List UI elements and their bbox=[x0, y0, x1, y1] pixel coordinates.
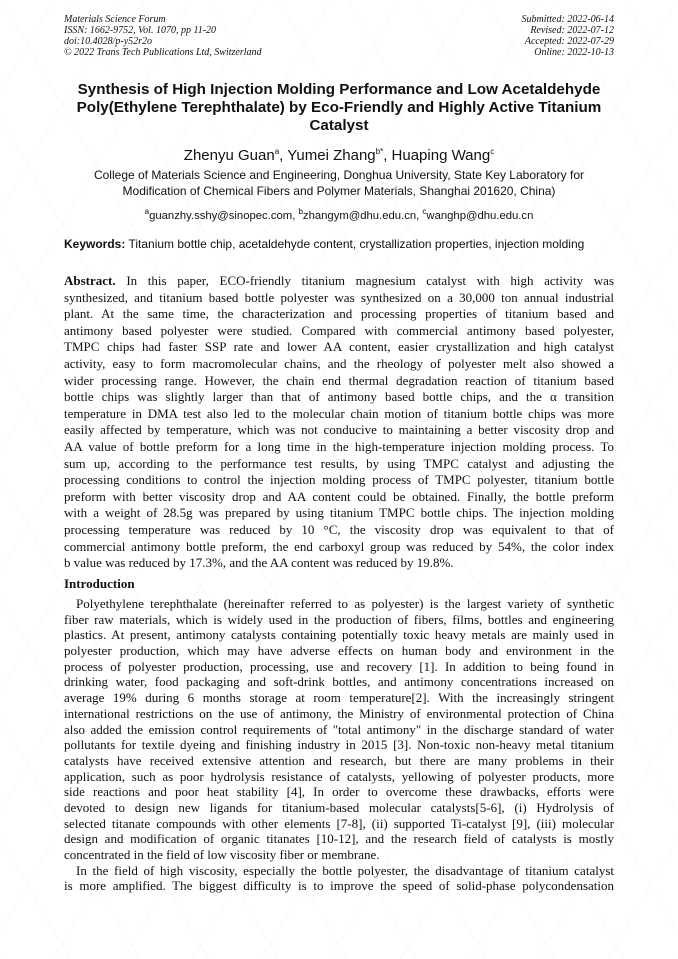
text-line: international restrictions on the use of antimony, the Ministry of environmental protection of China bbox=[64, 705, 614, 721]
text-line: side reactions and poor heat stability [4], In order to overcome these drawbacks, efforts were bbox=[64, 784, 614, 800]
text-line: fiber raw materials, which is widely used in the production of fibers, films, bottles and engineering bbox=[64, 611, 614, 627]
text-line: bottle chips was slightly larger than that of antimony based bottle chips, and the α transition bbox=[64, 389, 614, 405]
date-revised: Revised: 2022-07-12 bbox=[530, 25, 614, 36]
date-submitted: Submitted: 2022-06-14 bbox=[521, 14, 614, 25]
author-name: Yumei Zhang bbox=[287, 147, 376, 164]
date-online: Online: 2022-10-13 bbox=[534, 47, 614, 58]
text-line: average 19% during 6 months storage at room temperature[2]. With the increasingly stringent bbox=[64, 690, 614, 706]
text-line: Polyethylene terephthalate (hereinafter referred to as polyester) is the largest variety of synthetic bbox=[76, 596, 614, 611]
text-line: plant. At the same time, the characterization and processing properties of titanium based and bbox=[64, 306, 614, 322]
keywords-text: Titanium bottle chip, acetaldehyde content, crystallization properties, injection molding bbox=[128, 237, 585, 251]
text-line: activity, easy to form macromolecular chains, and the rheology of polyester melt also showed a bbox=[64, 355, 614, 371]
author-name: Huaping Wang bbox=[391, 147, 491, 164]
email-mark: b bbox=[298, 207, 303, 216]
copyright: © 2022 Trans Tech Publications Ltd, Switzerland bbox=[64, 47, 262, 58]
text-line: polyester production, which may have adverse effects on human body and environment in the bbox=[64, 643, 614, 659]
author-affil-mark: b* bbox=[375, 147, 384, 156]
author-name: Zhenyu Guan bbox=[183, 147, 275, 164]
paper-title bbox=[40, 81, 638, 135]
text-line: application, such as poor hydrolysis resistance of catalysts, yellowing of polyester products, more bbox=[64, 768, 614, 784]
text-line: b value was reduced by 17.3%, and the AA content was reduced by 19.8%. bbox=[64, 555, 454, 571]
email-mark: a bbox=[144, 207, 150, 216]
affiliation-line: College of Materials Science and Engineering, Donghua University, State Key Laboratory for bbox=[93, 168, 585, 182]
introduction-body bbox=[64, 596, 614, 894]
author-emails: $^a$guanzhy.sshy@sinopec.com, $^b$zhangym@dhu.edu.cn, $^c$wanghp@dhu.edu.cn bbox=[144, 207, 534, 222]
text-line: process of polyester production, processing, use and recovery [1]. In addition to being found in bbox=[64, 658, 614, 674]
text-line: also added the emission control requirements of "total antimony" in the discharge standard of water bbox=[64, 721, 614, 737]
email-link[interactable]: guanzhy.sshy@sinopec.com bbox=[149, 209, 293, 222]
author-affil-mark: c bbox=[490, 147, 495, 156]
author-affil-mark: a bbox=[274, 147, 280, 156]
publication-dates bbox=[522, 14, 615, 58]
title-line: Catalyst bbox=[309, 117, 369, 134]
text-line: In the field of high viscosity, especially the bottle polyester, the disadvantage of titanium catalyst bbox=[76, 862, 614, 878]
text-line: catalysts have received extensive attention and research, but there are many problems in their bbox=[64, 752, 614, 768]
issn-volume: ISSN: 1662-9752, Vol. 1070, pp 11-20 bbox=[64, 25, 217, 36]
doi[interactable]: doi:10.4028/p-y52r2o bbox=[64, 36, 153, 47]
text-line: easily affected by temperature, which was not conducive to maintaining a better viscosity drop and bbox=[64, 422, 614, 438]
abstract-text: In this paper, ECO-friendly titanium magnesium catalyst with high activity was bbox=[126, 273, 614, 288]
date-accepted: Accepted: 2022-07-29 bbox=[524, 36, 614, 47]
text-line: with a weight of 28.5g was prepared by using titanium TMPC bottle chips. The injection molding bbox=[64, 505, 614, 521]
email-link[interactable]: zhangym@dhu.edu.cn bbox=[302, 209, 417, 222]
text-line: is more amplified. The biggest difficulty is to improve the speed of solid-phase polycondensation bbox=[64, 878, 614, 894]
text-line: devoted to design new ligands for titanium-based molecular catalysts[5-6], (i) Hydrolysis of bbox=[64, 799, 614, 815]
text-line: synthesized, and titanium based bottle polyester was synthesized on a 30,000 ton annual industrial bbox=[64, 289, 614, 305]
abstract bbox=[64, 273, 614, 572]
affiliation-line: Modification of Chemical Fibers and Polymer Materials, Shanghai 201620, China) bbox=[122, 183, 556, 198]
text-line: AA value of bottle preform for a long time in the high-temperature injection molding process. To bbox=[64, 438, 614, 454]
text-line: antimony based polyester were studied. Compared with commercial antimony based polyester, bbox=[64, 322, 614, 338]
email-link[interactable]: wanghp@dhu.edu.cn bbox=[426, 209, 534, 222]
text-line: temperature in DMA test also led to the molecular chain motion of titanium bottle chips was more bbox=[64, 405, 614, 421]
text-line: drinking water, food packaging and soft-drink bottles, and antimony concentrations increased on bbox=[64, 674, 614, 690]
text-line: selected titanate compounds with other elements [7-8], (ii) supported Ti-catalyst [9], (iii) molecular bbox=[64, 815, 614, 831]
journal-name: Materials Science Forum bbox=[64, 14, 166, 25]
text-line: commercial antimony bottle preform, the end carboxyl group was reduced by 54%, the color index bbox=[64, 538, 614, 554]
text-line: plastics. At present, antimony catalysts containing potentially toxic heavy metals are mainly used in bbox=[64, 627, 614, 643]
title-line: Poly(Ethylene Terephthalate) by Eco-Friendly and Highly Active Titanium bbox=[76, 99, 602, 116]
title-line: Synthesis of High Injection Molding Performance and Low Acetaldehyde bbox=[77, 81, 601, 98]
email-mark: c bbox=[422, 207, 427, 216]
abstract-line bbox=[64, 273, 614, 290]
text-line: TMPC chips had faster SSP rate and lower AA content, easier crystallization and high catalyst bbox=[64, 339, 614, 355]
text-line: preform with better viscosity drop and AA content could be obtained. Finally, the bottle preform bbox=[64, 488, 614, 504]
keywords-label: Keywords: bbox=[64, 237, 126, 251]
text-line: design and modification of organic titanates [10-12], and the research field of catalysts is mostly bbox=[64, 831, 614, 847]
text-line: pollutants for textile dyeing and finishing industry in 2015 [3]. Non-toxic non-heavy metal titanium bbox=[64, 737, 614, 753]
text-line: concentrated in the field of low viscosity fiber or membrane. bbox=[64, 847, 380, 862]
text-line: wider processing range. However, the chain end thermal degradation reaction of titanium based bbox=[64, 372, 614, 388]
abstract-label: Abstract. bbox=[64, 273, 116, 288]
text-line: processing temperature was reduced by 10 °C, the viscosity drop was equivalent to that of bbox=[64, 521, 614, 537]
journal-info bbox=[64, 14, 262, 58]
author-list: Zhenyu Guan$^a$, Yumei Zhang$^{b*}$, Huaping Wang$^c$ bbox=[183, 147, 495, 164]
keywords bbox=[64, 237, 624, 252]
affiliation bbox=[40, 168, 638, 199]
text-line: sum up, according to the performance test results, by using TMPC catalyst and adjusting the bbox=[64, 455, 614, 471]
text-line: processing conditions to control the injection molding process of TMPC polyester, titanium bottle bbox=[64, 472, 614, 488]
section-heading-introduction: Introduction bbox=[64, 576, 135, 591]
